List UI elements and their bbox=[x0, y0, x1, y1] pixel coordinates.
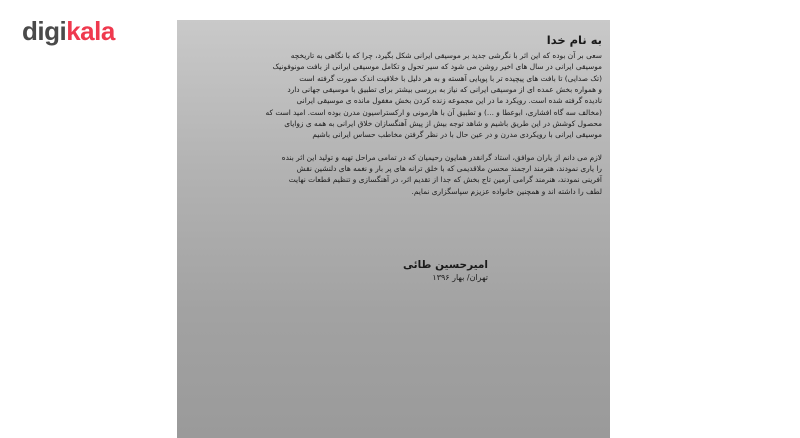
text-line: محصول کوشش در این طریق باشیم و شاهد توجه بیش از پیش آهنگسازان خلاق ایرانی به همه ی زوایای bbox=[284, 119, 602, 129]
booklet-text bbox=[185, 32, 602, 197]
logo-text-kala: kala bbox=[66, 16, 115, 46]
text-line: لطف را داشته اند و همچنین خانواده عزیزم سپاسگزاری نمایم. bbox=[411, 186, 602, 196]
text-line: موسیقی ایرانی در سال های اخیر روشن می شود که سیر تحول و تکامل موسیقی ایرانی از بافت مونوفونیک bbox=[272, 62, 602, 72]
acknowledgement-paragraph bbox=[185, 152, 602, 197]
logo-text-digi: digi bbox=[22, 16, 67, 46]
text-line: و همواره بخش عمده ای از موسیقی ایرانی که نیاز به بررسی بیشتر برای تطبیق با موسیقی جهانی دارد bbox=[287, 85, 602, 95]
signature-place-date: تهران/ بهار ۱۳۹۶ bbox=[432, 273, 488, 282]
intro-paragraph bbox=[185, 50, 602, 141]
text-line: آفرینی نمودند، هنرمند گرامی آرمین تاج بخش که جدا از تقدیم اثر، در آهنگسازی و تنظیم قطعات نهایت bbox=[288, 175, 602, 185]
signature bbox=[403, 258, 488, 284]
text-line: (مخالف سه گاه افشاری، ابوعطا و ...) و تطبیق آن با هارمونی و ارکستراسیون مدرن بوده است. امید است که bbox=[265, 107, 602, 117]
text-line: سعی بر آن بوده که این اثر با نگرشی جدید بر موسیقی ایرانی شکل بگیرد، چرا که با نگاهی به تاریخچه bbox=[290, 51, 602, 60]
signature-name: امیرحسین طائی bbox=[403, 259, 488, 271]
digikala-logo[interactable] bbox=[22, 16, 115, 46]
text-line: (تک صدایی) تا بافت های پیچیده تر با پویایی آهسته و به هر دلیل با خلاقیت اندک صورت گرفته است bbox=[299, 73, 602, 83]
text-line: نادیده گرفته شده است. رویکرد ما در این مجموعه زنده کردن بخش مغفول مانده ی موسیقی ایرانی bbox=[296, 96, 602, 106]
text-line: لازم می دانم از یاران موافق، استاد گرانقدر همایون رحیمیان که در تمامی مراحل تهیه و تولید این اثر بنده bbox=[281, 152, 602, 162]
text-line: موسیقی ایرانی با رویکردی مدرن و در عین حال با در نظر گرفتن مخاطب حساس ایرانی باشیم bbox=[312, 130, 602, 140]
album-booklet-image bbox=[177, 20, 610, 438]
text-line: را یاری نمودند، هنرمند ارجمند محسن ملاقدیمی که با خلق ترانه های پر بار و نغمه های دلنشین نقش bbox=[296, 164, 602, 174]
booklet-heading: به نام خدا bbox=[546, 33, 602, 47]
